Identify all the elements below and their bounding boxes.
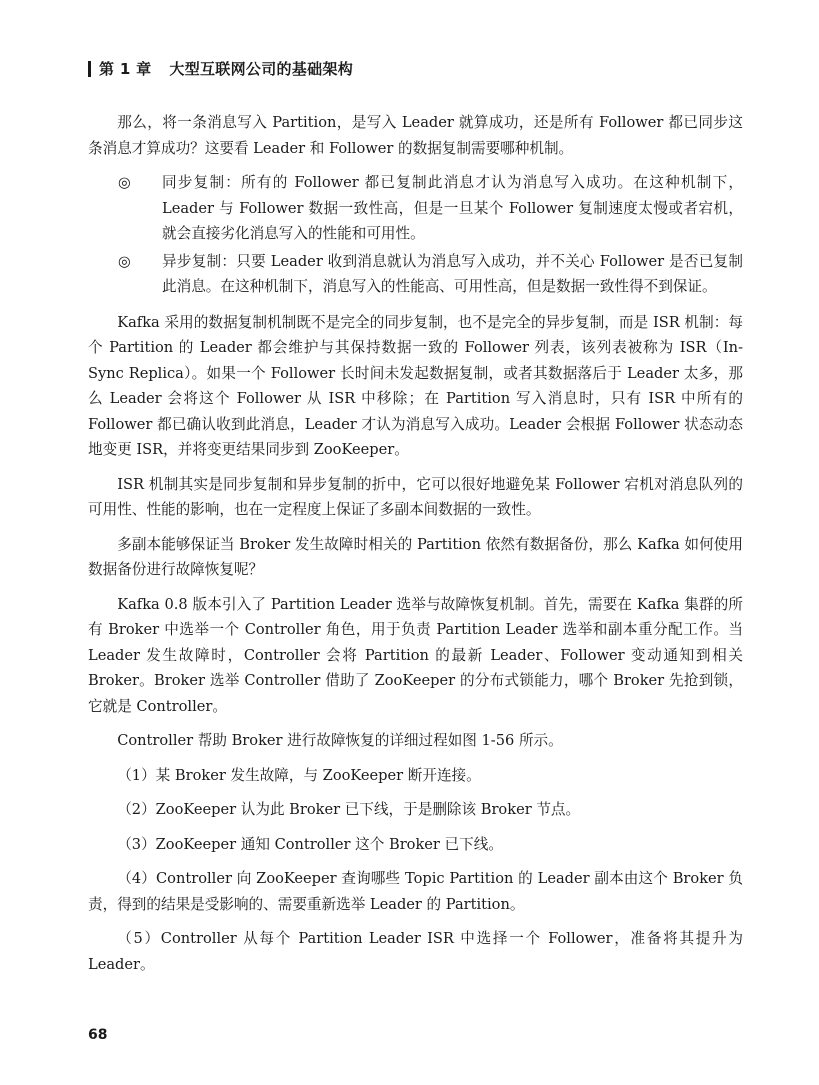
paragraph: Kafka 采用的数据复制机制既不是完全的同步复制，也不是完全的异步复制，而是 ISR 机制：每个 Partition 的 Leader 都会维护与其保持数据一致的 Follower 列表，该列表被称为 ISR（In-Sync Replica）。如果一个 Follower 长时间未发起数据复制，或者其数据落后于 Leader 太多，那么 Leader 会将这个 Follower 从 ISR 中移除；在 Partition 写入消息时，只有 ISR 中所有的 Follower 都已确认收到此消息，Leader 才认为消息写入成功。Leader 会根据 Follower 状态动态地变更 ISR，并将变更结果同步到 ZooKeeper。 bbox=[88, 313, 743, 458]
paragraph: 那么，将一条消息写入 Partition，是写入 Leader 就算成功，还是所有 Follower 都已同步这条消息才算成功？这要看 Leader 和 Follower 的数据复制需要哪种机制。 bbox=[88, 114, 743, 157]
bullet-text: 同步复制：所有的 Follower 都已复制此消息才认为消息写入成功。在这种机制下，Leader 与 Follower 数据一致性高，但是一旦某个 Follower 复制速度太慢或者宕机，就会直接劣化消息写入的性能和可用性。 bbox=[162, 174, 743, 242]
step-item: （1）某 Broker 发生故障，与 ZooKeeper 断开连接。 bbox=[117, 766, 481, 784]
bullet-list bbox=[88, 170, 743, 300]
bullet-text: 异步复制：只要 Leader 收到消息就认为消息写入成功，并不关心 Follower 是否已复制此消息。在这种机制下，消息写入的性能高、可用性高，但是数据一致性得不到保证。 bbox=[162, 252, 743, 295]
paragraph: Controller 帮助 Broker 进行故障恢复的详细过程如图 1-56 所示。 bbox=[117, 732, 563, 749]
running-header bbox=[88, 58, 759, 79]
bullet-item bbox=[88, 249, 743, 300]
bullet-item bbox=[88, 170, 743, 247]
bullet-icon: ◎ bbox=[118, 174, 131, 191]
paragraph: ISR 机制其实是同步复制和异步复制的折中，它可以很好地避免某 Follower 宕机对消息队列的可用性、性能的影响，也在一定程度上保证了多副本间数据的一致性。 bbox=[88, 475, 743, 518]
step-item: （5）Controller 从每个 Partition Leader ISR 中选择一个 Follower，准备将其提升为 Leader。 bbox=[88, 930, 743, 973]
step-item: （2）ZooKeeper 认为此 Broker 已下线，于是删除该 Broker 节点。 bbox=[117, 801, 581, 818]
step-item: （4）Controller 向 ZooKeeper 查询哪些 Topic Partition 的 Leader 副本由这个 Broker 负责，得到的结果是受影响的、需要重新选举 Leader 的 Partition。 bbox=[88, 870, 743, 913]
paragraph: Kafka 0.8 版本引入了 Partition Leader 选举与故障恢复机制。首先，需要在 Kafka 集群的所有 Broker 中选举一个 Controller 角色，用于负责 Partition Leader 选举和副本重分配工作。当 Leader 发生故障时，Controller 会将 Partition 的最新 Leader、Follower 变动通知到相关 Broker。Broker 选举 Controller 借助了 ZooKeeper 的分布式锁能力，哪个 Broker 先抢到锁，它就是 Controller。 bbox=[88, 595, 743, 715]
step-item: （3）ZooKeeper 通知 Controller 这个 Broker 已下线。 bbox=[117, 835, 503, 853]
paragraph: 多副本能够保证当 Broker 发生故障时相关的 Partition 依然有数据备份，那么 Kafka 如何使用数据备份进行故障恢复呢？ bbox=[88, 535, 743, 578]
header-rule bbox=[88, 61, 91, 77]
bullet-icon: ◎ bbox=[118, 252, 131, 270]
page-number: 68 bbox=[88, 1027, 108, 1043]
chapter-number: 第 1 章 bbox=[99, 60, 152, 78]
body-text bbox=[88, 110, 743, 986]
chapter-title: 大型互联网公司的基础架构 bbox=[169, 60, 353, 78]
